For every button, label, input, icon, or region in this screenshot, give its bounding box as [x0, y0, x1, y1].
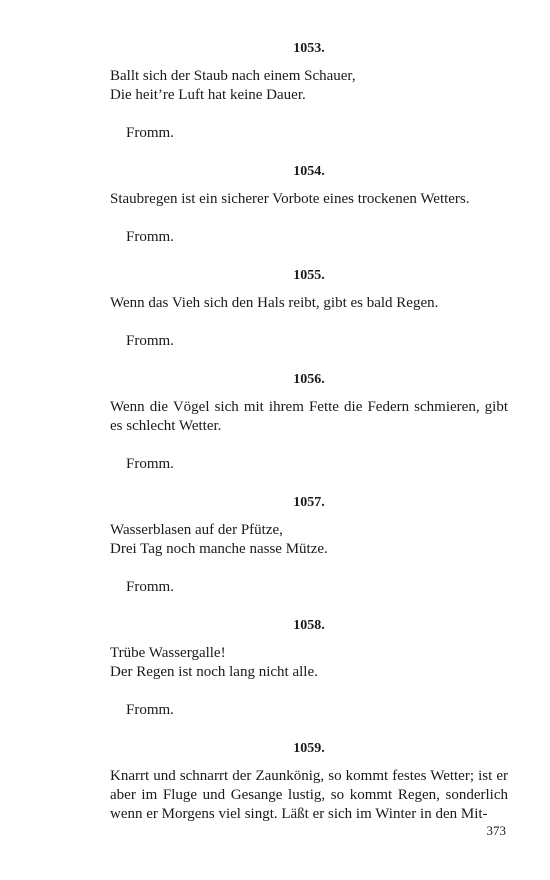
prose-line: Wenn das Vieh sich den Hals reibt, gibt es bald Regen. — [110, 295, 439, 311]
entry-number: 1055. — [293, 268, 325, 283]
verse-line: Trübe Wassergalle! — [110, 645, 226, 661]
entry-number: 1053. — [293, 41, 325, 56]
entry-source: Fromm. — [126, 229, 174, 245]
proverb-entry-1058 — [110, 617, 508, 720]
entry-source: Fromm. — [126, 579, 174, 595]
entry-number: 1058. — [293, 618, 325, 633]
proverb-entry-1053 — [110, 40, 508, 143]
entry-number: 1056. — [293, 372, 325, 387]
verse-line: Drei Tag noch manche nasse Mütze. — [110, 541, 328, 557]
entry-source: Fromm. — [126, 456, 174, 472]
verse-line: Der Regen ist noch lang nicht alle. — [110, 664, 318, 680]
entry-text — [110, 190, 508, 209]
entry-text — [110, 644, 508, 682]
prose-line: Staubregen ist ein sicherer Vorbote eines trockenen Wetters. — [110, 191, 470, 207]
entry-number: 1057. — [293, 495, 325, 510]
entry-source: Fromm. — [126, 333, 174, 349]
entry-source: Fromm. — [126, 702, 174, 718]
proverb-entry-1055 — [110, 267, 508, 351]
proverb-entry-1054 — [110, 163, 508, 247]
entry-text — [110, 521, 508, 559]
verse-line: Wasserblasen auf der Pfütze, — [110, 522, 283, 538]
proverb-entry-1057 — [110, 494, 508, 597]
proverb-entry-1059 — [110, 740, 508, 824]
entry-text — [110, 294, 508, 313]
page-body — [110, 40, 508, 824]
entry-text: Knarrt und schnarrt der Zaunkönig, so kommt festes Wetter; ist er aber im Fluge und Gesange lustig, so kommt Regen, sonderlich wenn er Morgens viel singt. Läßt er sich im Winter in den Mit- — [110, 768, 508, 822]
entry-text — [110, 67, 508, 105]
proverb-entry-1056 — [110, 371, 508, 474]
verse-line: Die heit’re Luft hat keine Dauer. — [110, 87, 306, 103]
entry-text: Wenn die Vögel sich mit ihrem Fette die Federn schmieren, gibt es schlecht Wetter. — [110, 399, 508, 434]
entry-source: Fromm. — [126, 125, 174, 141]
verse-line: Ballt sich der Staub nach einem Schauer, — [110, 68, 356, 84]
entry-number: 1054. — [293, 164, 325, 179]
entry-number: 1059. — [293, 741, 325, 756]
page-number: 373 — [486, 823, 506, 838]
